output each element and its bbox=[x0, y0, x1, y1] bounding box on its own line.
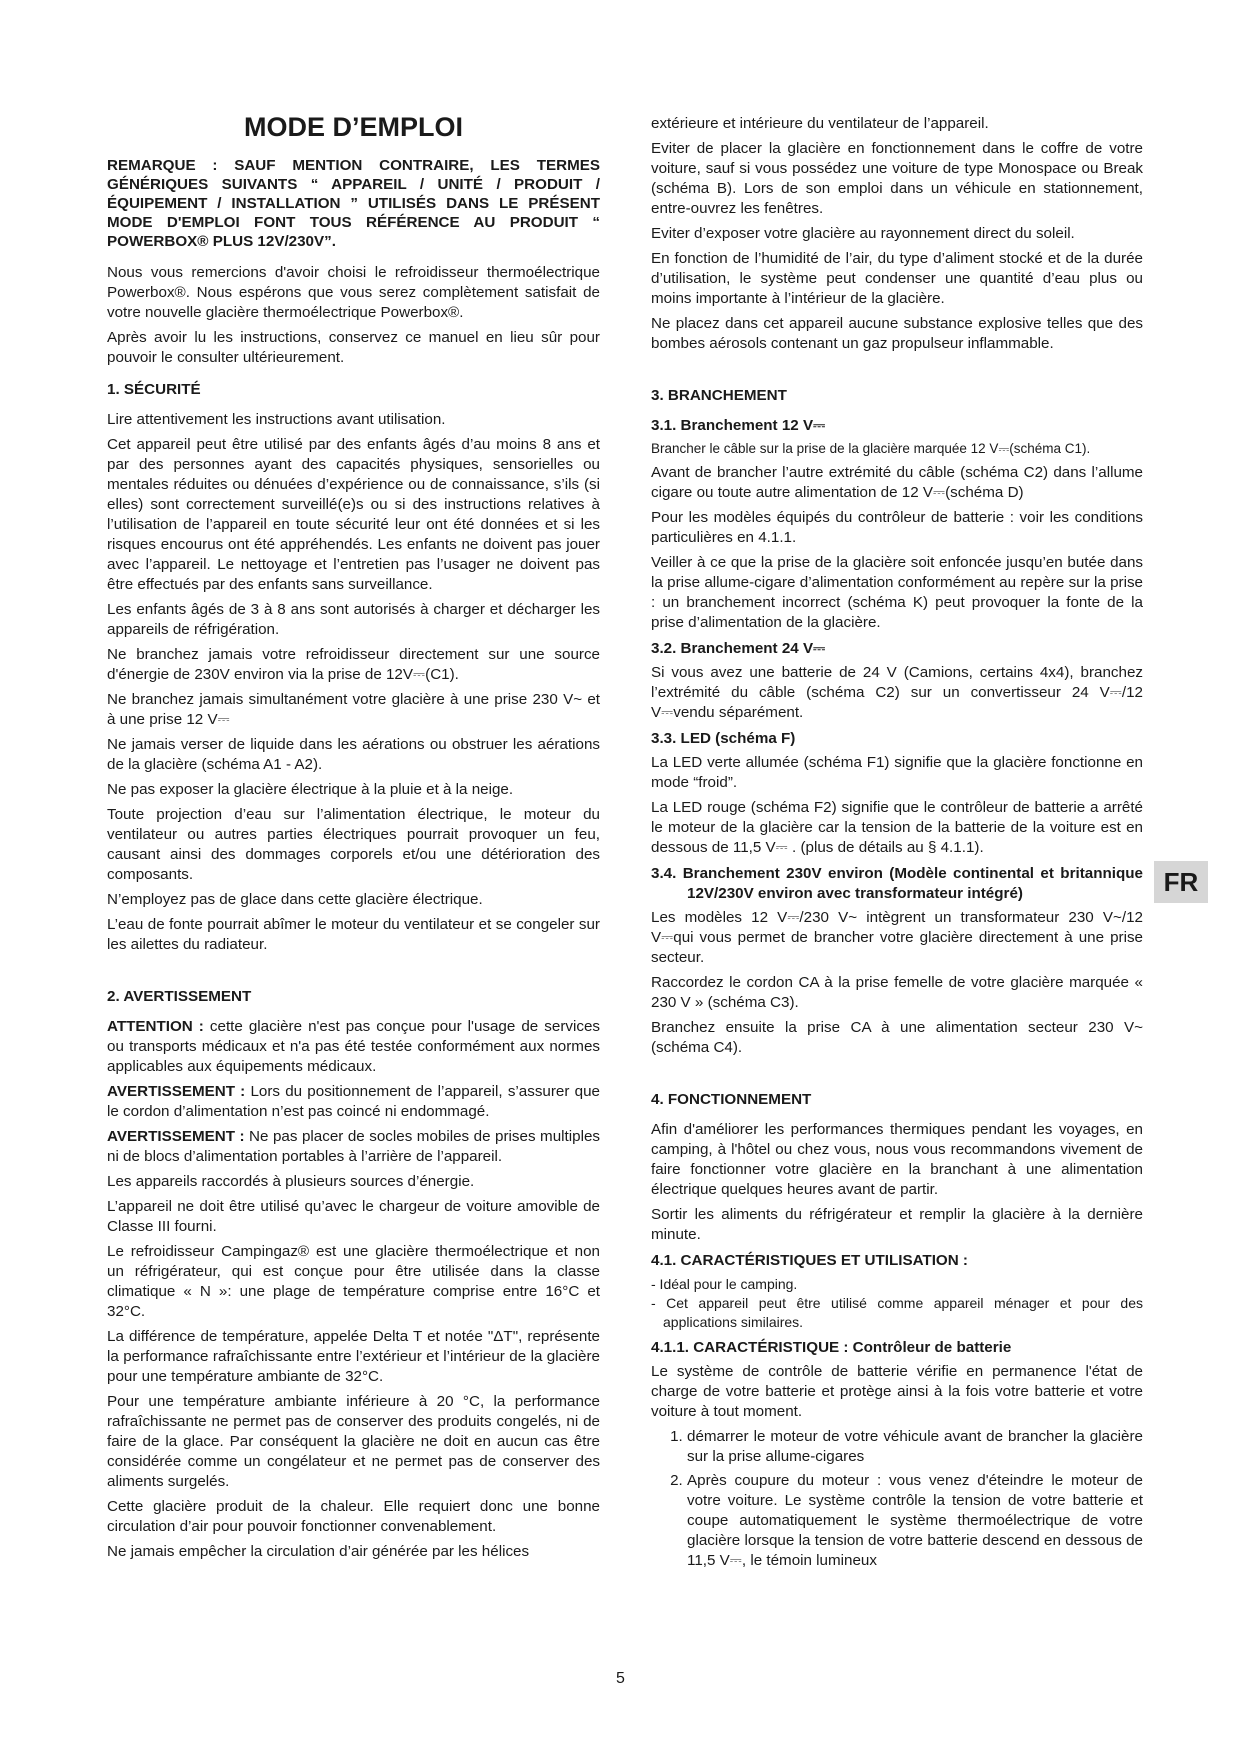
paragraph: Avant de brancher l’autre extrémité du câble (schéma C2) dans l’allume cigare ou toute autre alimentation de 12 V⎓(schéma D) bbox=[651, 464, 1143, 501]
paragraph: La LED rouge (schéma F2) signifie que le contrôleur de batterie a arrêté le moteur de la glacière car la tension de la batterie de la voiture est en dessous de 11,5 V⎓ . (plus de détails au § 4.1.1). bbox=[651, 799, 1143, 856]
warning-text: Lors du positionnement de l’appareil, s’assurer que le cordon d’alimentation n’est pas coincé ni endommagé. bbox=[107, 1083, 600, 1120]
paragraph: Ne pas exposer la glacière électrique à la pluie et à la neige. bbox=[107, 781, 514, 798]
section-heading-branchement: 3. BRANCHEMENT bbox=[651, 387, 787, 404]
left-column bbox=[107, 112, 600, 1567]
paragraph: Ne jamais verser de liquide dans les aérations ou obstruer les aérations de la glacière (schéma A1 - A2). bbox=[107, 736, 600, 773]
paragraph: Veiller à ce que la prise de la glacière soit enfoncée jusqu’en butée dans la prise allume-cigare d’alimentation conformément au repère sur la prise : un branchement incorrect (schéma K) peut provoquer la fonte de la prise d’alimentation de la glacière. bbox=[651, 554, 1143, 631]
paragraph: Ne branchez jamais simultanément votre glacière à une prise 230 V~ et à une prise 12 V⎓ bbox=[107, 691, 600, 728]
subsection-heading-230v: 3.4. Branchement 230V environ (Modèle continental et britannique 12V/230V environ avec transformateur intégré) bbox=[651, 865, 1143, 902]
page-title: MODE D’EMPLOI bbox=[243, 112, 463, 142]
paragraph: Si vous avez une batterie de 24 V (Camions, certains 4x4), branchez l’extrémité du câble (schéma C2) sur un convertisseur 24 V⎓/12 V⎓vendu séparément. bbox=[651, 664, 1143, 721]
warning-label: AVERTISSEMENT : bbox=[107, 1128, 245, 1145]
paragraph: Ne branchez jamais votre refroidisseur directement sur une source d'énergie de 230V environ via la prise de 12V⎓(C1). bbox=[107, 646, 600, 683]
paragraph: En fonction de l’humidité de l’air, du type d’aliment stocké et de la durée d’utilisation, le système peut condenser une quantité d’eau plus ou moins importante à l’intérieur de la glacière. bbox=[651, 250, 1143, 307]
paragraph: Les modèles 12 V⎓/230 V~ intègrent un transformateur 230 V~/12 V⎓qui vous permet de brancher votre glacière directement à une prise secteur. bbox=[651, 909, 1143, 966]
subsection-heading-led: 3.3. LED (schéma F) bbox=[651, 730, 796, 747]
section-heading-securite: 1. SÉCURITÉ bbox=[107, 381, 201, 398]
warning-paragraph bbox=[107, 1127, 600, 1167]
subsection-heading-caracteristiques: 4.1. CARACTÉRISTIQUES ET UTILISATION : bbox=[651, 1252, 968, 1269]
paragraph: Cet appareil peut être utilisé par des enfants âgés d’au moins 8 ans et par des personnes ayant des capacités physiques, sensorielles ou mentales réduites ou dénuées d’expérience ou de connaissance, s’ils (si elles) sont correctement surveillé(e)s ou si des instructions relatives à l’utilisation de l’appareil en toute sécurité leur ont été données et si les risques encourus ont été appréhendés. Les enfants ne doivent pas jouer avec l’appareil. Le nettoyage et l’entretien pas l’usager ne doivent pas être effectués par des enfants sans surveillance. bbox=[107, 436, 600, 593]
remark-note: REMARQUE : SAUF MENTION CONTRAIRE, LES TERMES GÉNÉRIQUES SUIVANTS “ APPAREIL / UNITÉ / PRODUIT / ÉQUIPEMENT / INSTALLATION ” UTILISÉS DANS LE PRÉSENT MODE D'EMPLOI FONT TOUS RÉFÉRENCE AU PRODUIT “ POWERBOX® PLUS 12V/230V”. bbox=[107, 157, 600, 250]
attention-text: cette glacière n'est pas conçue pour l'usage de services ou transports médicaux et n'a pas été testée conformément aux normes applicables aux équipements médicaux. bbox=[107, 1018, 600, 1075]
paragraph: extérieure et intérieure du ventilateur de l’appareil. bbox=[651, 115, 989, 132]
paragraph: Branchez ensuite la prise CA à une alimentation secteur 230 V~ (schéma C4). bbox=[651, 1019, 1143, 1056]
right-column bbox=[651, 114, 1143, 1575]
warning-paragraph bbox=[107, 1082, 600, 1122]
paragraph: Eviter de placer la glacière en fonctionnement dans le coffre de votre voiture, sauf si vous possédez une voiture de type Monospace ou Break (schéma B). Lors de son emploi dans un véhicule en stationnement, entre-ouvrez les fenêtres. bbox=[651, 140, 1143, 217]
paragraph: L’eau de fonte pourrait abîmer le moteur du ventilateur et se congeler sur les ailettes du radiateur. bbox=[107, 916, 600, 953]
paragraph: Eviter d’exposer votre glacière au rayonnement direct du soleil. bbox=[651, 225, 1075, 242]
paragraph: La LED verte allumée (schéma F1) signifie que la glacière fonctionne en mode “froid”. bbox=[651, 754, 1143, 791]
subsection-heading-controleur: 4.1.1. CARACTÉRISTIQUE : Contrôleur de batterie bbox=[651, 1339, 1012, 1356]
warning-label: AVERTISSEMENT : bbox=[107, 1083, 246, 1100]
intro-paragraph: Après avoir lu les instructions, conservez ce manuel en lieu sûr pour pouvoir le consulter ultérieurement. bbox=[107, 329, 600, 366]
paragraph: Sortir les aliments du réfrigérateur et remplir la glacière à la dernière minute. bbox=[651, 1206, 1143, 1243]
paragraph: Brancher le câble sur la prise de la glacière marquée 12 V⎓(schéma C1). bbox=[651, 441, 1091, 456]
list-item: 2. Après coupure du moteur : vous venez d'éteindre le moteur de votre voiture. Le système contrôle la tension de votre batterie et coupe automatiquement le système thermoélectrique de votre glacière lorsque la tension de votre batterie descend en dessous de 11,5 V⎓, le témoin lumineux bbox=[687, 1471, 1143, 1571]
list-item: 1. démarrer le moteur de votre véhicule avant de brancher la glacière sur la prise allume-cigares bbox=[687, 1427, 1143, 1467]
section-heading-fonctionnement: 4. FONCTIONNEMENT bbox=[651, 1091, 812, 1108]
paragraph: La différence de température, appelée Delta T et notée "ΔT", représente la performance rafraîchissante entre l’extérieur et l’intérieur de la glacière pour une température ambiante de 32°C. bbox=[107, 1328, 600, 1385]
paragraph: Le refroidisseur Campingaz® est une glacière thermoélectrique et non un réfrigérateur, qui est conçue pour être utilisée dans la classe climatique « N »: une plage de température comprise entre 16°C et 32°C. bbox=[107, 1243, 600, 1320]
paragraph: L’appareil ne doit être utilisé qu’avec le chargeur de voiture amovible de Classe III fourni. bbox=[107, 1198, 600, 1235]
list-item: - Cet appareil peut être utilisé comme appareil ménager et pour des applications similaires. bbox=[651, 1295, 1143, 1330]
subsection-heading-24v: 3.2. Branchement 24 V⎓ bbox=[651, 640, 826, 657]
paragraph: Cette glacière produit de la chaleur. Elle requiert donc une bonne circulation d’air pour pouvoir fonctionner convenablement. bbox=[107, 1498, 600, 1535]
list-item: - Idéal pour le camping. bbox=[651, 1276, 798, 1292]
language-tab: FR bbox=[1154, 861, 1208, 903]
paragraph: Les appareils raccordés à plusieurs sources d’énergie. bbox=[107, 1173, 475, 1190]
paragraph: Pour une température ambiante inférieure à 20 °C, la performance rafraîchissante ne permet pas de conserver des produits congelés, ni de faire de la glace. Par conséquent la glacière ne doit en aucun cas être considérée comme un congélateur et ne permet pas de conserver des aliments surgelés. bbox=[107, 1393, 600, 1490]
paragraph: Ne placez dans cet appareil aucune substance explosive telles que des bombes aérosols contenant un gaz propulseur inflammable. bbox=[651, 315, 1143, 352]
warning-text: Ne pas placer de socles mobiles de prises multiples ni de blocs d’alimentation portables à l’arrière de l’appareil. bbox=[107, 1128, 600, 1165]
paragraph: Ne jamais empêcher la circulation d’air générée par les hélices bbox=[107, 1543, 530, 1560]
paragraph: Raccordez le cordon CA à la prise femelle de votre glacière marquée « 230 V » (schéma C3). bbox=[651, 974, 1143, 1011]
paragraph: Toute projection d’eau sur l’alimentation électrique, le moteur du ventilateur ou autres parties électriques pourrait provoquer un feu, causant ainsi des dommages corporels et/ou une détérioration des composants. bbox=[107, 806, 600, 883]
page-number: 5 bbox=[616, 1670, 625, 1687]
intro-paragraph: Nous vous remercions d'avoir choisi le refroidisseur thermoélectrique Powerbox®. Nous espérons que vous serez complètement satisfait de votre nouvelle glacière thermoélectrique Powerbox®. bbox=[107, 264, 600, 321]
section-heading-avertissement: 2. AVERTISSEMENT bbox=[107, 988, 252, 1005]
paragraph: Les enfants âgés de 3 à 8 ans sont autorisés à charger et décharger les appareils de réfrigération. bbox=[107, 601, 600, 638]
paragraph: Afin d'améliorer les performances thermiques pendant les voyages, en camping, à l'hôtel ou chez vous, nous vous recommandons vivement de faire fonctionner votre glacière en la branchant à une alimentation électrique quelques heures avant de partir. bbox=[651, 1121, 1143, 1198]
attention-paragraph bbox=[107, 1017, 600, 1077]
feature-list bbox=[651, 1275, 1143, 1332]
steps-list bbox=[651, 1427, 1143, 1571]
paragraph: Pour les modèles équipés du contrôleur de batterie : voir les conditions particulières en 4.1.1. bbox=[651, 509, 1143, 546]
attention-label: ATTENTION : bbox=[107, 1018, 204, 1035]
paragraph: Lire attentivement les instructions avant utilisation. bbox=[107, 411, 446, 428]
subsection-heading-12v: 3.1. Branchement 12 V⎓ bbox=[651, 417, 826, 434]
paragraph: N’employez pas de glace dans cette glacière électrique. bbox=[107, 891, 483, 908]
paragraph: Le système de contrôle de batterie vérifie en permanence l'état de charge de votre batterie et protège ainsi à la fois votre batterie et votre voiture à tout moment. bbox=[651, 1363, 1143, 1420]
